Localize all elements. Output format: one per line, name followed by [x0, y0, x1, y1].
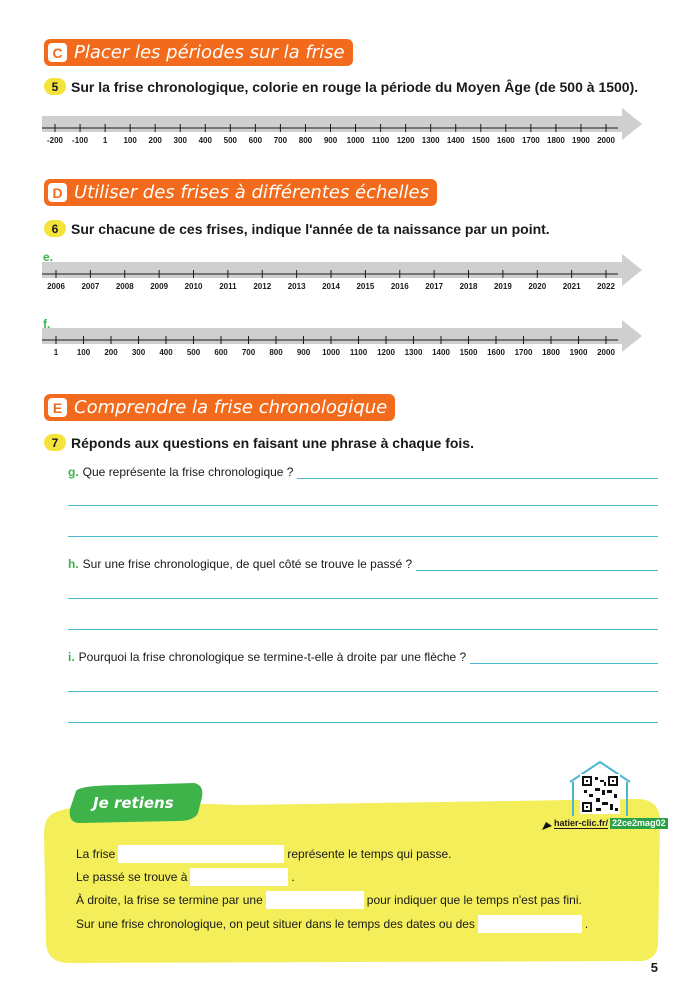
retiens-text: pour indiquer que le temps n'est pas fini.: [366, 893, 582, 907]
timeline-f-letter: f.: [43, 317, 51, 331]
section-title: Comprendre la frise chronologique: [74, 397, 388, 418]
timeline-label: 2017: [425, 282, 444, 291]
timeline-label: 1600: [496, 136, 515, 145]
timeline-label: 1100: [371, 136, 390, 145]
timeline-label: 2007: [81, 282, 100, 291]
timeline-label: 1200: [377, 348, 395, 357]
timeline-label: 500: [186, 348, 201, 357]
timeline-e[interactable]: [42, 252, 642, 291]
section-letter: E: [48, 398, 67, 417]
answer-line[interactable]: [68, 691, 658, 692]
timeline-label: 2013: [287, 282, 306, 291]
question-text: Pourquoi la frise chronologique se termine-t-elle à droite par une flèche ?: [78, 650, 467, 664]
answer-line[interactable]: [68, 629, 658, 630]
timeline-arrow: [42, 252, 642, 286]
exercise-7: [44, 434, 474, 451]
timeline-label: 2010: [184, 282, 203, 291]
question-text: Sur une frise chronologique, de quel côté se trouve le passé ?: [82, 557, 413, 571]
timeline-label: -200: [46, 136, 64, 145]
timeline-label: 600: [214, 348, 228, 357]
timeline-label: 2011: [219, 282, 237, 291]
timeline-label: 400: [198, 136, 212, 145]
timeline-label: 1700: [514, 348, 533, 357]
timeline-label: 1900: [572, 136, 590, 145]
timeline-f[interactable]: [42, 318, 642, 357]
blank-field[interactable]: [118, 845, 284, 863]
retiens-line-3: [76, 891, 582, 909]
timeline-label: 1400: [446, 136, 465, 145]
answer-line[interactable]: [470, 653, 658, 664]
question-letter: h.: [68, 557, 79, 571]
exercise-number: 6: [44, 220, 66, 237]
timeline-label: -100: [72, 136, 89, 145]
exercise-number: 5: [44, 78, 66, 95]
timeline-label: 1000: [346, 136, 365, 145]
retiens-text: .: [291, 870, 295, 884]
question-letter: g.: [68, 465, 79, 479]
exercise-6: [44, 220, 550, 237]
timeline-label: 500: [223, 136, 237, 145]
timeline-label: 1: [53, 348, 59, 357]
retiens-line-2: [76, 868, 295, 886]
retiens-text: .: [584, 917, 589, 931]
timeline-label: 2020: [528, 282, 547, 291]
timeline-label: 1000: [322, 348, 340, 357]
question-text: Que représente la frise chronologique ?: [82, 465, 294, 479]
answer-line[interactable]: [68, 505, 658, 506]
timeline-label: 1200: [396, 136, 415, 145]
timeline-label: 2000: [597, 348, 615, 357]
section-title: Placer les périodes sur la frise: [74, 42, 345, 63]
timeline-label: 1600: [487, 348, 505, 357]
timeline-label: 2014: [322, 282, 340, 291]
retiens-text: À droite, la frise se termine par une: [76, 893, 263, 907]
exercise-text: Sur chacune de ces frises, indique l'année de ta naissance par un point.: [71, 220, 550, 237]
question-g: [68, 465, 658, 479]
section-title: Utiliser des frises à différentes échelles: [74, 182, 429, 203]
hatier-link[interactable]: [554, 818, 668, 829]
timeline-label: 300: [173, 136, 187, 145]
timeline-e-letter: e.: [43, 250, 54, 264]
timeline-label: 600: [248, 136, 263, 145]
timeline-label: 2018: [459, 282, 478, 291]
blank-field[interactable]: [190, 868, 288, 886]
timeline-label: 300: [131, 348, 146, 357]
answer-line[interactable]: [416, 560, 658, 571]
timeline-label: 200: [148, 136, 162, 145]
timeline-label: 1900: [569, 348, 588, 357]
timeline-label: 800: [298, 136, 313, 145]
retiens-line-4: [76, 915, 588, 933]
timeline-label: 2016: [390, 282, 409, 291]
exercise-text: Réponds aux questions en faisant une phrase à chaque fois.: [71, 434, 474, 451]
retiens-text: La frise: [76, 847, 116, 861]
timeline-label: 900: [296, 348, 311, 357]
retiens-text: Le passé se trouve à: [76, 870, 188, 884]
timeline-label: 1100: [349, 348, 368, 357]
timeline-label: 200: [104, 348, 118, 357]
link-code: 22ce2mag02: [612, 818, 666, 828]
timeline-arrow: [42, 106, 642, 140]
timeline-label: 1700: [521, 136, 540, 145]
section-d-header: [44, 179, 437, 206]
exercise-number: 7: [44, 434, 66, 451]
link-domain: hatier-clic.fr/: [554, 818, 609, 828]
timeline-label: 2022: [597, 282, 615, 291]
exercise-text: Sur la frise chronologique, colorie en rouge la période du Moyen Âge (de 500 à 1500).: [71, 78, 639, 95]
timeline-label: 1: [102, 136, 108, 145]
answer-line[interactable]: [297, 468, 658, 479]
blank-field[interactable]: [478, 915, 582, 933]
timeline-label: 1500: [459, 348, 478, 357]
timeline-label: 700: [241, 348, 256, 357]
timeline-label: 1500: [471, 136, 490, 145]
timeline-label: 2006: [47, 282, 65, 291]
timeline-label: 2019: [493, 282, 512, 291]
retiens-title: Je retiens: [93, 794, 174, 812]
timeline-label: 400: [159, 348, 173, 357]
timeline-label: 2009: [150, 282, 169, 291]
question-h: [68, 557, 658, 571]
page-number: 5: [650, 960, 658, 975]
timeline-1[interactable]: [42, 106, 642, 145]
timeline-label: 1300: [404, 348, 423, 357]
timeline-arrow: [42, 318, 642, 352]
exercise-5: [44, 78, 638, 95]
retiens-text: représente le temps qui passe.: [287, 847, 452, 861]
answer-line[interactable]: [68, 722, 658, 723]
answer-line[interactable]: [68, 598, 658, 599]
timeline-label: 100: [123, 136, 137, 145]
timeline-label: 1800: [547, 136, 565, 145]
section-letter: C: [48, 43, 67, 62]
timeline-label: 2015: [356, 282, 375, 291]
blank-field[interactable]: [266, 891, 364, 909]
question-letter: i.: [68, 650, 75, 664]
question-i: [68, 650, 658, 664]
answer-line[interactable]: [68, 536, 658, 537]
timeline-label: 2008: [115, 282, 134, 291]
section-letter: D: [48, 183, 67, 202]
timeline-label: 2021: [562, 282, 581, 291]
timeline-label: 1400: [432, 348, 450, 357]
timeline-label: 1800: [542, 348, 560, 357]
timeline-label: 800: [269, 348, 283, 357]
timeline-label: 2000: [597, 136, 615, 145]
retiens-line-1: [76, 845, 451, 863]
retiens-text: Sur une frise chronologique, on peut situer dans le temps des dates ou des: [76, 917, 475, 931]
section-e-header: [44, 394, 395, 421]
timeline-label: 2012: [253, 282, 272, 291]
timeline-label: 1300: [421, 136, 440, 145]
timeline-label: 700: [273, 136, 288, 145]
timeline-label: 900: [323, 136, 338, 145]
section-c-header: [44, 39, 353, 66]
timeline-label: 100: [76, 348, 91, 357]
